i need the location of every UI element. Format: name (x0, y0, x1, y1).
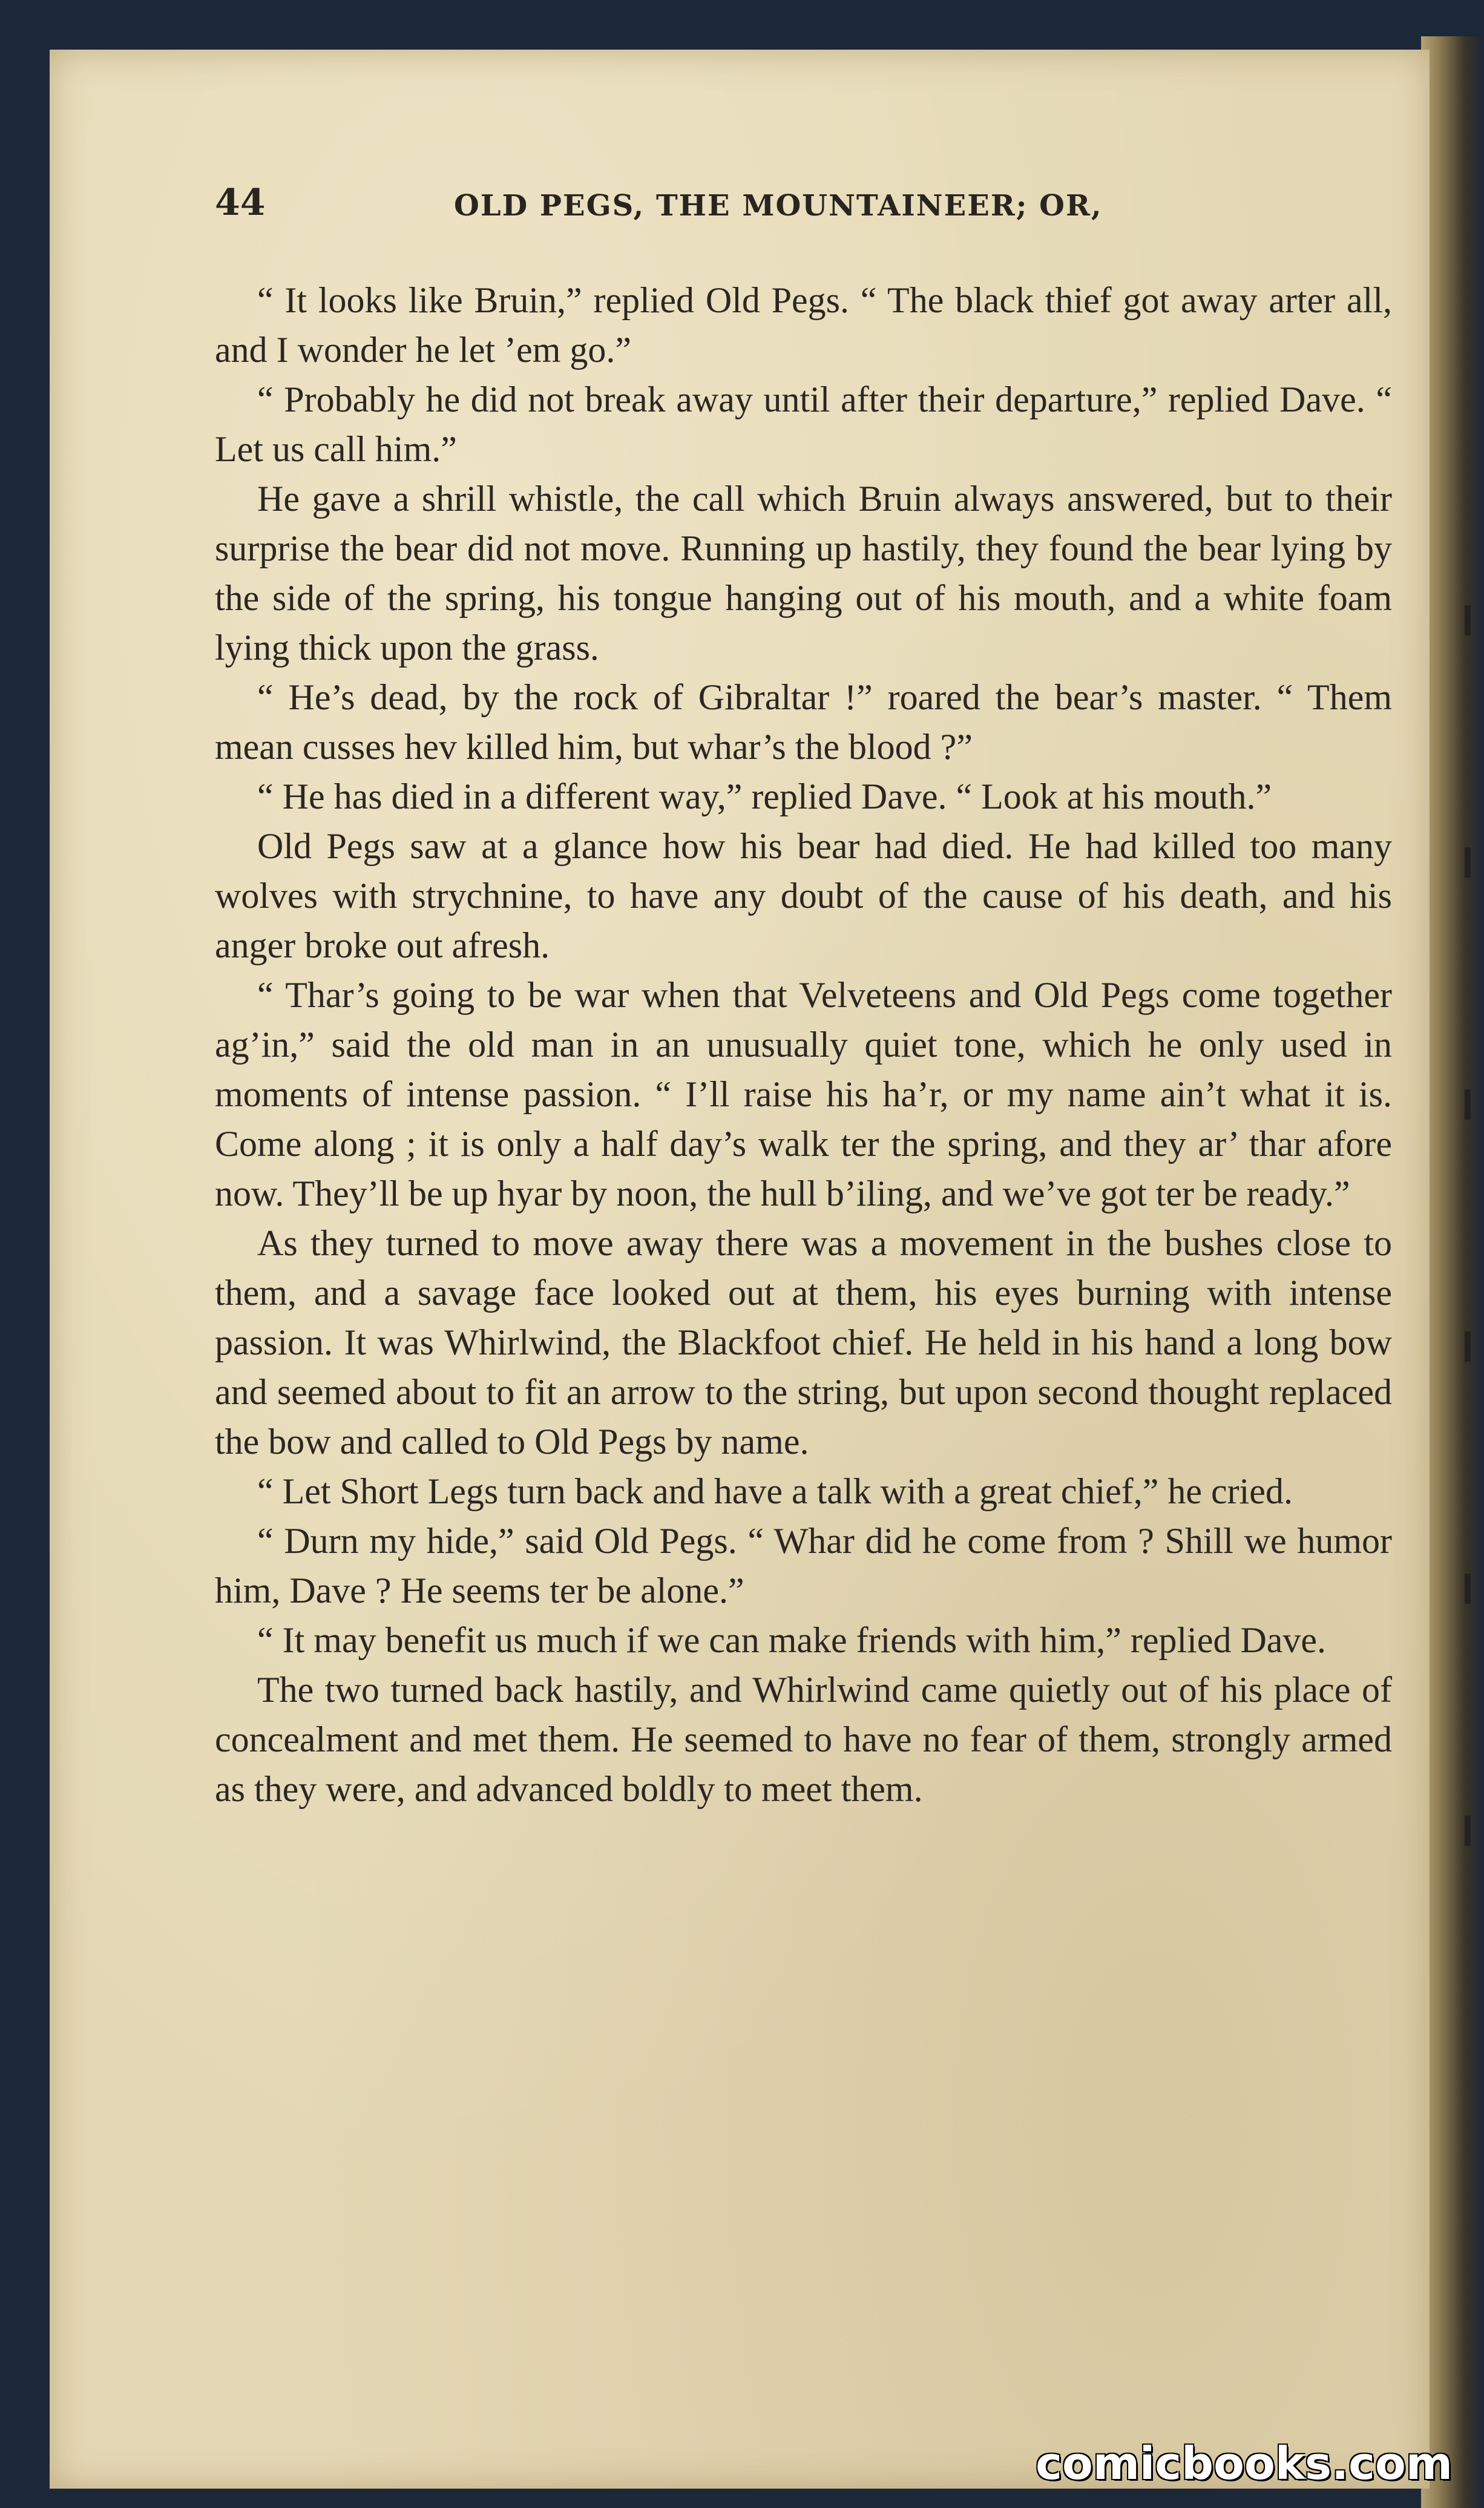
paragraph: “ He’s dead, by the rock of Gibraltar !” roared the bear’s master. “ Them mean cusses hev killed him, but whar’s the blood ?” (215, 677, 1392, 767)
paragraph: “ It may benefit us much if we can make friends with him,” replied Dave. (257, 1620, 1327, 1660)
paragraph: “ Probably he did not break away until after their departure,” replied Dave. “ Let us call him.” (215, 379, 1392, 469)
body-text (215, 275, 1392, 1814)
paragraph: The two turned back hastily, and Whirlwind came quietly out of his place of concealment and met them. He seemed to have no fear of them, strongly armed as they were, and advanced boldly to meet them. (215, 1670, 1392, 1809)
paragraph: “ It looks like Bruin,” replied Old Pegs. “ The black thief got away arter all, and I wonder he let ’em go.” (215, 280, 1392, 370)
paragraph: “ Let Short Legs turn back and have a talk with a great chief,” he cried. (257, 1471, 1293, 1511)
paragraph: He gave a shrill whistle, the call which Bruin always answered, but to their surprise the bear did not move. Running up hastily, they found the bear lying by the side of the spring, his tongue hanging out of his mouth, and a white foam lying thick upon the grass. (215, 479, 1392, 668)
paragraph: “ Thar’s going to be war when that Velveteens and Old Pegs come together ag’in,” said the old man in an unusually quiet tone, which he only used in moments of intense passion. “ I’ll raise his ha’r, or my name ain’t what it is. Come along ; it is only a half day’s walk ter the spring, and they ar’ thar afore now. They’ll be up hyar by noon, the hull b’iling, and we’ve got ter be ready.” (215, 975, 1392, 1213)
paragraph: “ Durn my hide,” said Old Pegs. “ Whar did he come from ? Shill we humor him, Dave ? He seems ter be alone.” (215, 1521, 1392, 1610)
paragraph: Old Pegs saw at a glance how his bear had died. He had killed too many wolves with strychnine, to have any doubt of the cause of his death, and his anger broke out afresh. (215, 826, 1392, 965)
paragraph: “ He has died in a different way,” replied Dave. “ Look at his mouth.” (257, 776, 1272, 816)
page-header (215, 182, 1395, 236)
paragraph: As they turned to move away there was a movement in the bushes close to them, and a savage face looked out at them, his eyes burning with intense passion. It was Whirlwind, the Blackfoot chief. He held in his hand a long bow and seemed about to fit an arrow to the string, but upon second thought replaced the bow and called to Old Pegs by name. (215, 1223, 1392, 1462)
running-head: OLD PEGS, THE MOUNTAINEER; OR, (454, 189, 1103, 223)
page-number: 44 (215, 182, 266, 224)
next-page-edge (1465, 605, 1477, 1937)
watermark: comicbooks.com (1036, 2438, 1453, 2490)
